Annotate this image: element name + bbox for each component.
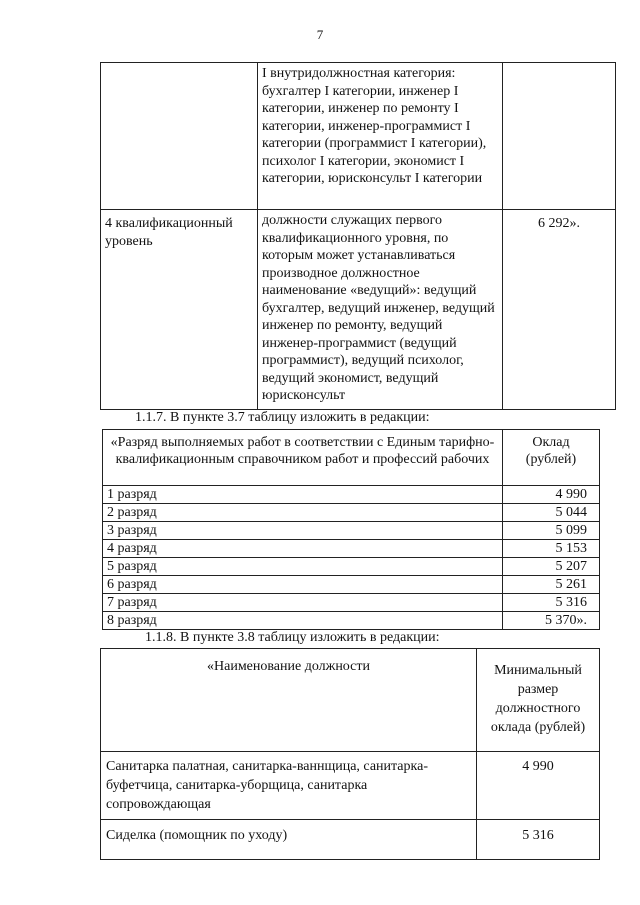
grade-cell: 4 разряд xyxy=(103,540,503,558)
grade-cell: 7 разряд xyxy=(103,594,503,612)
position-header: «Наименование должности xyxy=(101,649,477,752)
paragraph-1-1-7: 1.1.7. В пункте 3.7 таблицу изложить в редакции: xyxy=(135,410,430,425)
positions-cell: I внутридолжностная категория: бухгалтер I категории, инженер I категории, инженер по ремонту I категории, инженер-программист I категории (программист I категории), психолог I категории, экономист I категории, юрисконсульт I категории xyxy=(258,63,503,210)
salary-header: Оклад (рублей) xyxy=(503,430,600,486)
positions-salary-table xyxy=(100,648,600,860)
position-cell: Санитарка палатная, санитарка-ваннщица, санитарка-буфетчица, санитарка-уборщица, санитарка сопровождающая xyxy=(101,752,477,820)
table-row xyxy=(103,522,600,540)
table-row xyxy=(101,210,616,410)
table-row xyxy=(103,576,600,594)
salary-cell: 5 370». xyxy=(503,612,600,630)
page-number: 7 xyxy=(316,27,324,42)
table-header-row xyxy=(101,649,600,752)
salary-cell: 5 044 xyxy=(503,504,600,522)
grade-cell: 2 разряд xyxy=(103,504,503,522)
positions-cell: должности служащих первого квалификационного уровня, по которым может устанавливаться производное должностное наименование «ведущий»: ведущий бухгалтер, ведущий инженер, ведущий инженер по ремонту, ведущий инженер-программист (ведущий программист), ведущий психолог, ведущий экономист, ведущий юрисконсульт xyxy=(258,210,503,410)
salary-cell: 5 207 xyxy=(503,558,600,576)
salary-cell xyxy=(503,63,616,210)
table-row xyxy=(101,820,600,860)
grade-cell: 5 разряд xyxy=(103,558,503,576)
table-row xyxy=(103,594,600,612)
grade-cell: 6 разряд xyxy=(103,576,503,594)
table-header-row xyxy=(103,430,600,486)
qualification-levels-table xyxy=(100,62,616,410)
grade-header: «Разряд выполняемых работ в соответствии с Единым тарифно-квалификационным справочником работ и профессий рабочих xyxy=(103,430,503,486)
table-row xyxy=(103,558,600,576)
table-row xyxy=(103,486,600,504)
position-cell: Сиделка (помощник по уходу) xyxy=(101,820,477,860)
table-row xyxy=(101,63,616,210)
table-row xyxy=(103,540,600,558)
grade-cell: 1 разряд xyxy=(103,486,503,504)
salary-cell: 5 099 xyxy=(503,522,600,540)
salary-cell: 5 316 xyxy=(477,820,600,860)
salary-cell: 6 292». xyxy=(503,210,616,410)
salary-cell: 5 316 xyxy=(503,594,600,612)
qualification-level-cell: 4 квалификационный уровень xyxy=(101,210,258,410)
salary-cell: 4 990 xyxy=(477,752,600,820)
paragraph-1-1-8: 1.1.8. В пункте 3.8 таблицу изложить в редакции: xyxy=(145,630,440,645)
table-row xyxy=(101,752,600,820)
table-row xyxy=(103,504,600,522)
worker-grades-table xyxy=(102,429,600,630)
grade-cell: 8 разряд xyxy=(103,612,503,630)
grade-cell: 3 разряд xyxy=(103,522,503,540)
salary-header: Минимальный размер должностного оклада (рублей) xyxy=(477,649,600,752)
table-row xyxy=(103,612,600,630)
salary-cell: 5 261 xyxy=(503,576,600,594)
qualification-level-cell xyxy=(101,63,258,210)
salary-cell: 4 990 xyxy=(503,486,600,504)
salary-cell: 5 153 xyxy=(503,540,600,558)
